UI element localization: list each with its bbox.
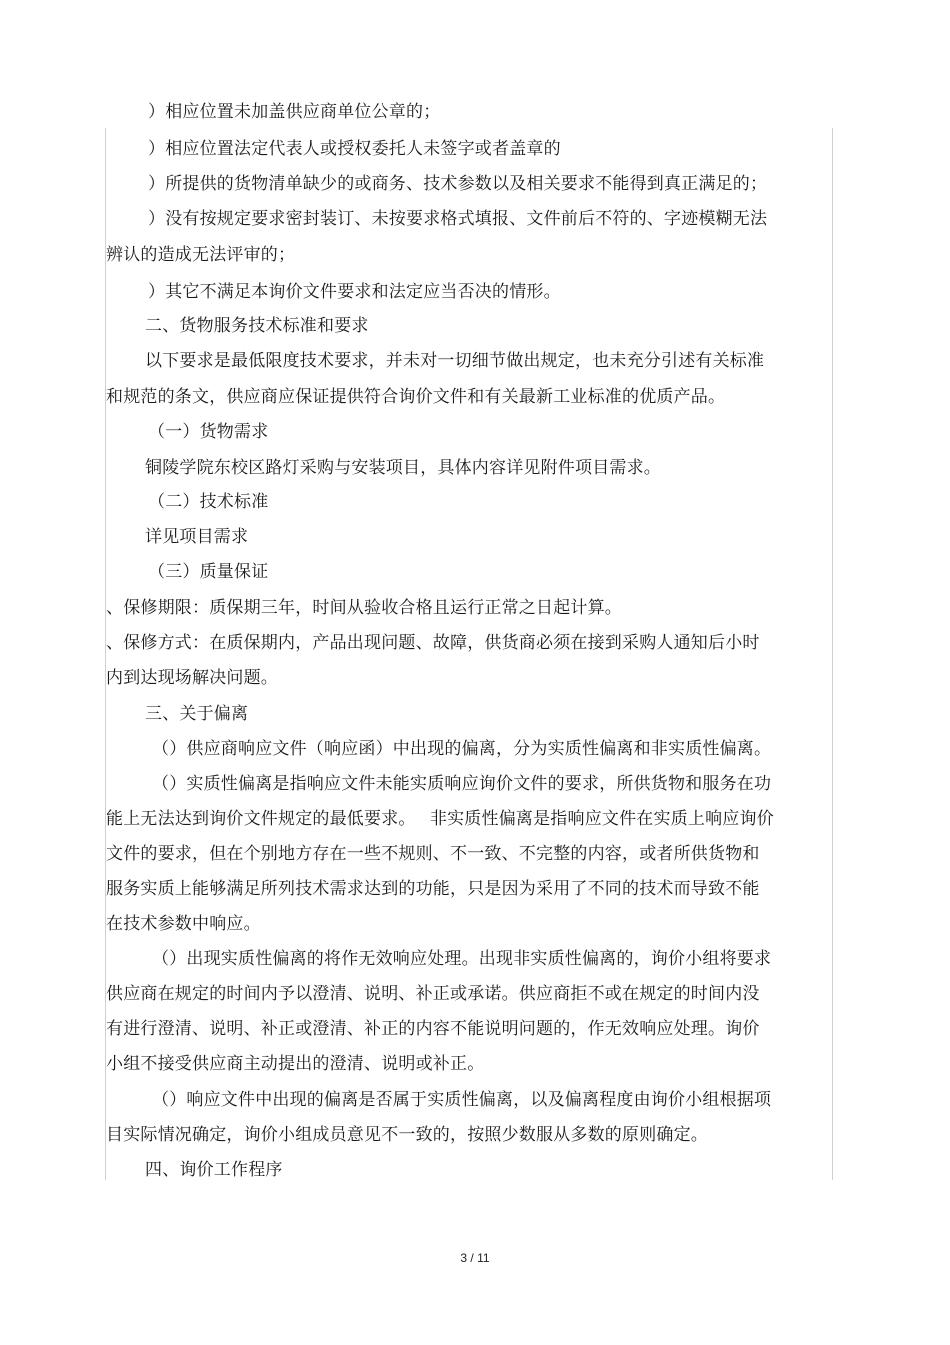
text-line: （）出现实质性偏离的将作无效响应处理。出现非实质性偏离的，询价小组将要求: [152, 949, 772, 969]
text-line: ）没有按规定要求密封装订、未按要求格式填报、文件前后不符的、字迹模糊无法: [148, 209, 768, 229]
text-line: （）供应商响应文件（响应函）中出现的偏离，分为实质性偏离和非实质性偏离。: [152, 739, 772, 759]
subsection-heading: （二）技术标准: [148, 492, 269, 512]
subsection-heading: （三）质量保证: [148, 562, 269, 582]
text-line: 小组不接受供应商主动提出的澄清、说明或补正。: [106, 1054, 485, 1074]
text-line: 、保修期限：质保期三年，时间从验收合格且运行正常之日起计算。: [106, 598, 622, 618]
text-line: ）相应位置法定代表人或授权委托人未签字或者盖章的: [148, 139, 561, 159]
page-number: 3 / 11: [460, 1251, 490, 1265]
text-line: （）响应文件中出现的偏离是否属于实质性偏离，以及偏离程度由询价小组根据项: [152, 1090, 772, 1110]
text-line: 、保修方式：在质保期内，产品出现问题、故障，供货商必须在接到采购人通知后小时: [106, 633, 760, 653]
text-line: ）所提供的货物清单缺少的或商务、技术参数以及相关要求不能得到真正满足的；: [148, 174, 768, 194]
text-line: 文件的要求，但在个别地方存在一些不规则、不一致、不完整的内容，或者所供货物和: [106, 844, 760, 864]
text-line: 有进行澄清、说明、补正或澄清、补正的内容不能说明问题的，作无效响应处理。询价: [106, 1019, 760, 1039]
text-line: 详见项目需求: [145, 527, 249, 547]
text-line: 在技术参数中响应。: [106, 914, 261, 934]
text-line: 服务实质上能够满足所列技术需求达到的功能，只是因为采用了不同的技术而导致不能: [106, 879, 760, 899]
text-line: 供应商在规定的时间内予以澄清、说明、补正或承诺。供应商拒不或在规定的时间内没: [106, 984, 760, 1004]
text-line: ）其它不满足本询价文件要求和法定应当否决的情形。: [148, 282, 561, 302]
right-margin-rule: [832, 128, 833, 1180]
text-line: 辨认的造成无法评审的；: [106, 245, 296, 265]
text-line: 和规范的条文，供应商应保证提供符合询价文件和有关最新工业标准的优质产品。: [106, 387, 726, 407]
text-line: ）相应位置未加盖供应商单位公章的；: [148, 102, 441, 122]
section-heading: 二、货物服务技术标准和要求: [145, 316, 369, 336]
subsection-heading: （一）货物需求: [148, 422, 269, 442]
text-line: 能上无法达到询价文件规定的最低要求。 非实质性偏离是指响应文件在实质上响应询价: [106, 809, 774, 829]
text-line: 内到达现场解决问题。: [106, 668, 278, 688]
text-line: 目实际情况确定，询价小组成员意见不一致的，按照少数服从多数的原则确定。: [106, 1125, 708, 1145]
section-heading: 四、询价工作程序: [145, 1160, 283, 1180]
text-line: 铜陵学院东校区路灯采购与安装项目，具体内容详见附件项目需求。: [145, 458, 661, 478]
text-line: （）实质性偏离是指响应文件未能实质响应询价文件的要求，所供货物和服务在功: [152, 774, 772, 794]
section-heading: 三、关于偏离: [145, 704, 249, 724]
text-line: 以下要求是最低限度技术要求，并未对一切细节做出规定，也未充分引述有关标准: [145, 351, 765, 371]
